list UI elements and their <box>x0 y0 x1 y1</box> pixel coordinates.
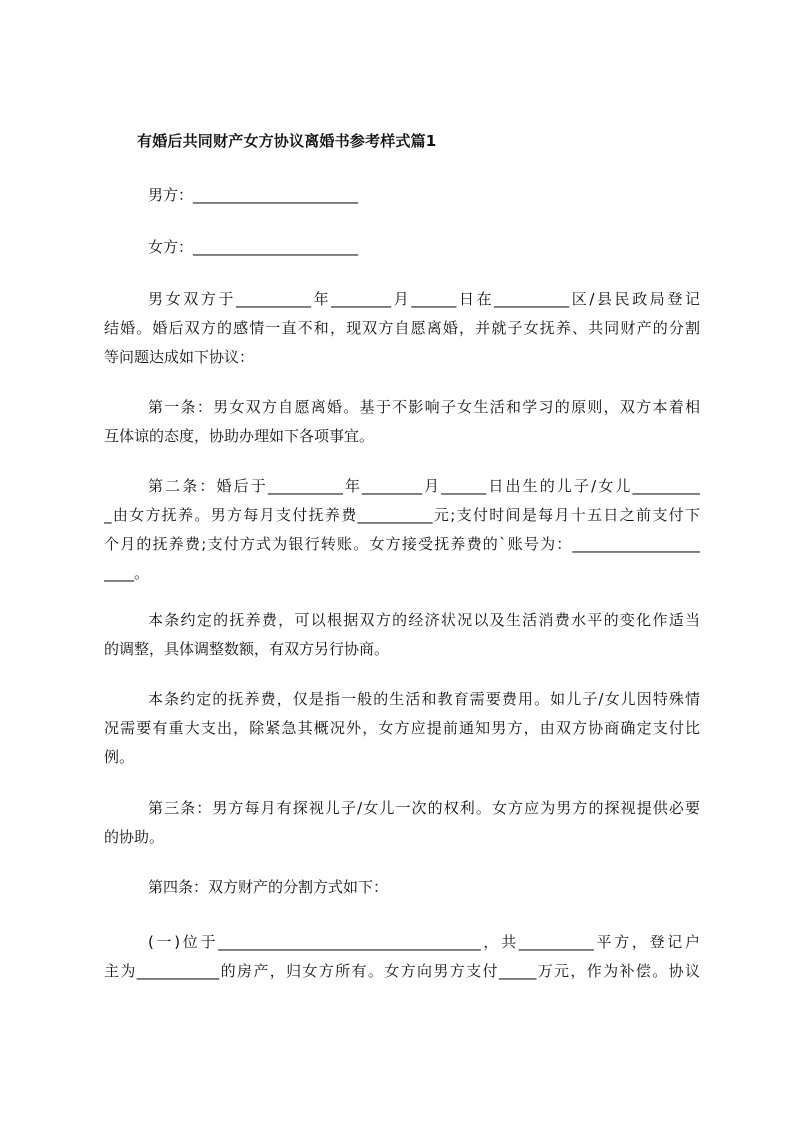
paragraph-article-1 <box>104 393 700 451</box>
paragraph-line: 男女双方于__________年________月______日在__________区/县民政局登记 <box>148 290 700 308</box>
document-title: 有婚后共同财产女方协议离婚书参考样式篇1 <box>137 132 437 150</box>
paragraph-property-item-1 <box>104 928 700 986</box>
paragraph-support-scope <box>104 685 700 772</box>
paragraph-support-adjustment <box>104 606 700 664</box>
paragraph-line: 的协助。 <box>104 828 165 846</box>
paragraph-line: 主为___________的房产，归女方所有。女方向男方支付_____万元，作为补偿。协议 <box>104 962 700 980</box>
paragraph-line: 本条约定的抚养费，仅是指一般的生活和教育需要费用。如儿子/女儿因特殊情 <box>148 690 700 708</box>
paragraph-line: 况需要有重大支出，除紧急其概况外，女方应提前通知男方，由双方协商确定支付比 <box>104 719 700 737</box>
husband-field <box>104 181 700 210</box>
paragraph-line: 本条约定的抚养费，可以根据双方的经济状况以及生活消费水平的变化作适当 <box>148 611 700 629</box>
wife-line: 女方：______________________ <box>148 238 359 256</box>
paragraph-line: _由女方抚养。男方每月支付抚养费__________元;支付时间是每月十五日之前支付下 <box>104 506 700 524</box>
paragraph-line: 第二条：婚后于__________年________月______日出生的儿子/女儿_________ <box>148 477 700 495</box>
paragraph-line: 例。 <box>104 748 135 766</box>
paragraph-line: 个月的抚养费;支付方式为银行转账。女方接受抚养费的`账号为：_________________ <box>104 535 700 553</box>
paragraph-line: 互体谅的态度，协助办理如下各项事宜。 <box>104 427 375 445</box>
paragraph-line: 结婚。婚后双方的感情一直不和，现双方自愿离婚，并就子女抚养、共同财产的分割 <box>104 319 700 337</box>
paragraph-article-3 <box>104 794 700 852</box>
paragraph-line: ____。 <box>104 564 150 582</box>
paragraph-line: 的调整，具体调整数额，有双方另行协商。 <box>104 640 390 658</box>
husband-line: 男方：______________________ <box>148 186 359 204</box>
paragraph-line: (一)位于___________________________________，共__________平方，登记户 <box>148 933 700 951</box>
paragraph-line: 第三条：男方每月有探视儿子/女儿一次的权利。女方应为男方的探视提供必要 <box>148 799 700 817</box>
paragraph-line: 等问题达成如下协议： <box>104 348 255 366</box>
paragraph-article-4 <box>104 873 700 902</box>
paragraph-line: 第一条：男女双方自愿离婚。基于不影响子女生活和学习的原则，双方本着相 <box>148 398 700 416</box>
paragraph-article-2 <box>104 472 700 588</box>
paragraph-line: 第四条：双方财产的分割方式如下： <box>148 878 389 896</box>
paragraph-preamble <box>104 285 700 372</box>
wife-field <box>104 233 700 262</box>
